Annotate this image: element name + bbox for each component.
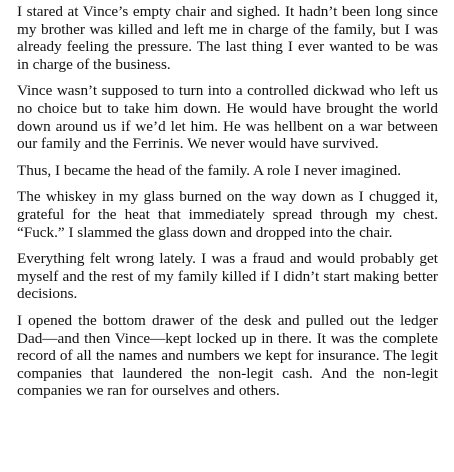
paragraph-1: I stared at Vince’s empty chair and sighed. It hadn’t been long since my brother was killed and left me in charge of the family, but I was already feeling the pressure. The last thing I ever wanted to be was in charge of the business. <box>17 3 438 73</box>
paragraph-6: I opened the bottom drawer of the desk and pulled out the ledger Dad—and then Vince—kept locked up in there. It was the complete record of all the names and numbers we kept for insurance. The legit companies that laundered the non-legit cash. And the non-legit companies we ran for ourselves and others. <box>17 311 438 400</box>
paragraph-4: The whiskey in my glass burned on the way down as I chugged it, grateful for the heat that immediately spread through my chest. “Fuck.” I slammed the glass down and dropped into the chair. <box>17 188 438 241</box>
paragraph-3: Thus, I became the head of the family. A role I never imagined. <box>17 161 402 179</box>
paragraph-2: Vince wasn’t supposed to turn into a controlled dickwad who left us no choice but to take him down. He would have brought the world down around us if we’d let him. He was hellbent on a war between our family and the Ferrinis. We never would have survived. <box>17 82 438 153</box>
paragraph-5: Everything felt wrong lately. I was a fraud and would probably get myself and the rest of my family killed if I didn’t start making better decisions. <box>17 250 438 303</box>
